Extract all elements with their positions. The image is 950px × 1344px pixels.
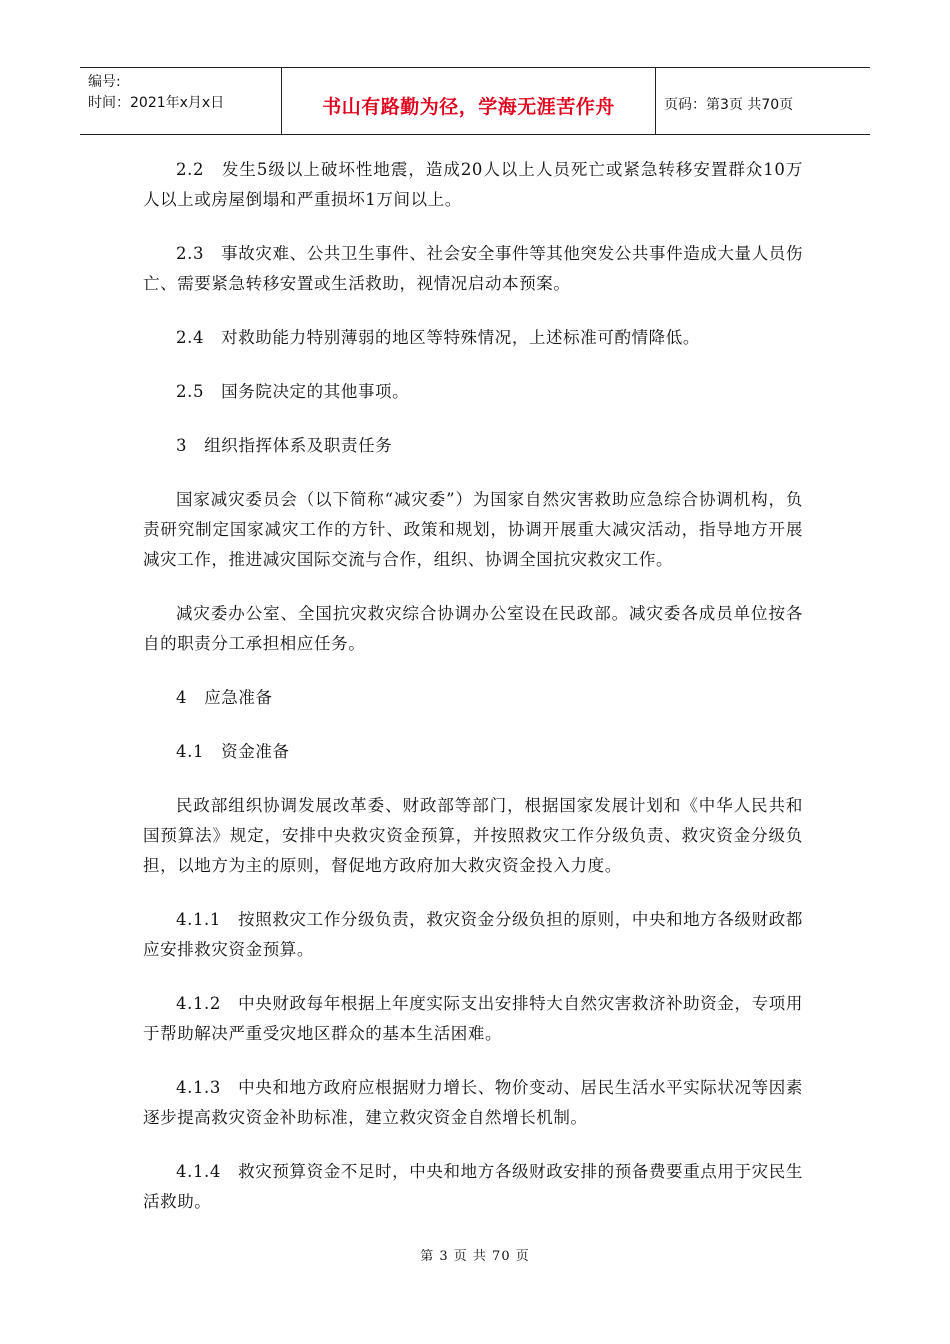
document-time-label: 时间：2021年x月x日: [88, 95, 225, 111]
page-header: [80, 67, 870, 135]
document-body: [143, 155, 803, 1241]
header-page-code: 页码：第3页 共70页: [664, 97, 794, 113]
header-motto: 书山有路勤为径，学海无涯苦作舟: [322, 96, 615, 118]
section-heading: 4 应急准备: [176, 688, 273, 707]
header-motto-cell: [282, 68, 656, 134]
page-footer: 第 3 页 共 70 页: [420, 1249, 530, 1264]
paragraph: 2.2 发生5级以上破坏性地震，造成20人以上人员死亡或紧急转移安置群众10万人以上或房屋倒塌和严重损坏1万间以上。: [143, 160, 803, 209]
paragraph: 2.3 事故灾难、公共卫生事件、社会安全事件等其他突发公共事件造成大量人员伤亡、需要紧急转移安置或生活救助，视情况启动本预案。: [143, 244, 803, 293]
paragraph: 4.1.1 按照救灾工作分级负责，救灾资金分级负担的原则，中央和地方各级财政都应安排救灾资金预算。: [143, 910, 803, 959]
paragraph: 4.1.4 救灾预算资金不足时，中央和地方各级财政安排的预备费要重点用于灾民生活救助。: [143, 1162, 803, 1211]
document-number-label: 编号:: [88, 74, 121, 90]
paragraph: 4.1.3 中央和地方政府应根据财力增长、物价变动、居民生活水平实际状况等因素逐步提高救灾资金补助标准，建立救灾资金自然增长机制。: [143, 1078, 803, 1127]
paragraph: 国家减灾委员会（以下简称“减灾委”）为国家自然灾害救助应急综合协调机构，负责研究制定国家减灾工作的方针、政策和规划，协调开展重大减灾活动，指导地方开展减灾工作，推进减灾国际交流与合作，组织、协调全国抗灾救灾工作。: [143, 490, 803, 569]
paragraph: 减灾委办公室、全国抗灾救灾综合协调办公室设在民政部。减灾委各成员单位按各自的职责分工承担相应任务。: [143, 604, 803, 653]
paragraph: 民政部组织协调发展改革委、财政部等部门，根据国家发展计划和《中华人民共和国预算法》规定，安排中央救灾资金预算，并按照救灾工作分级负责、救灾资金分级负担，以地方为主的原则，督促地方政府加大救灾资金投入力度。: [143, 796, 803, 875]
section-heading: 3 组织指挥体系及职责任务: [176, 436, 393, 455]
paragraph: 2.5 国务院决定的其他事项。: [176, 382, 410, 401]
paragraph: 4.1.2 中央财政每年根据上年度实际支出安排特大自然灾害救济补助资金，专项用于帮助解决严重受灾地区群众的基本生活困难。: [143, 994, 803, 1043]
header-page-cell: [656, 68, 870, 134]
header-meta-cell: [80, 68, 282, 134]
paragraph: 2.4 对救助能力特别薄弱的地区等特殊情况，上述标准可酌情降低。: [176, 328, 700, 347]
subsection-heading: 4.1 资金准备: [176, 742, 290, 761]
